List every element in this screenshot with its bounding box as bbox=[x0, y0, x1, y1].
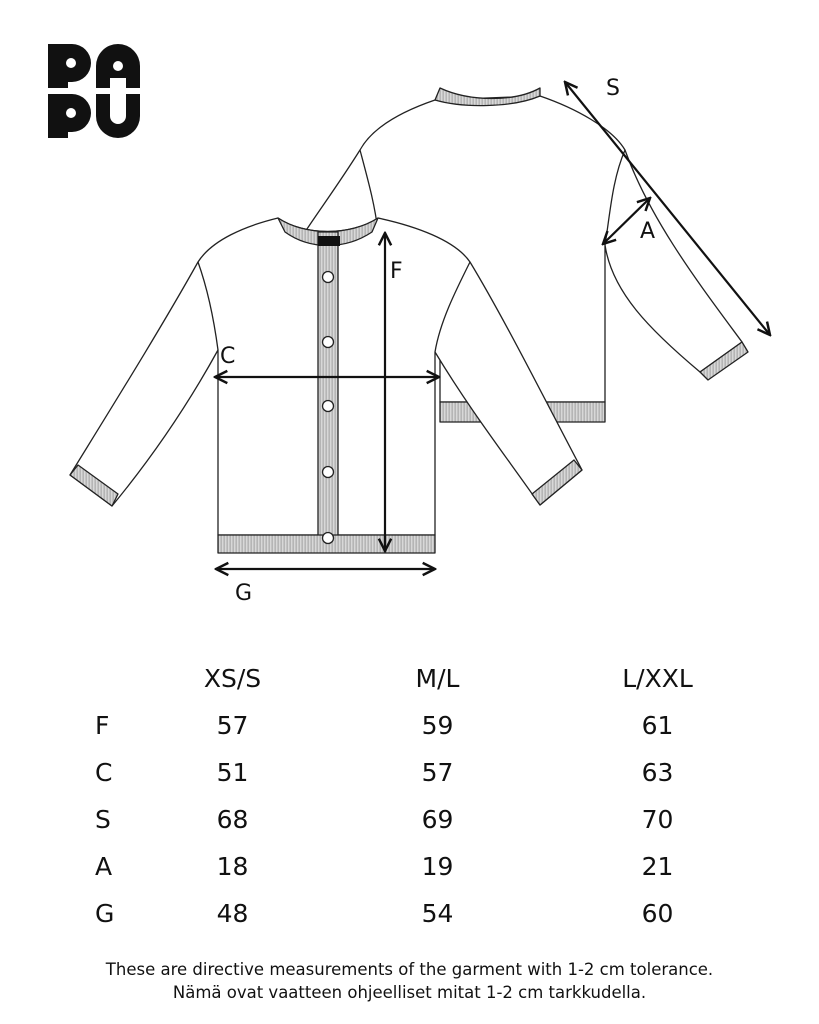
row-label: C bbox=[95, 758, 113, 787]
table-cell: 59 bbox=[421, 711, 454, 740]
dimension-a-label: A bbox=[640, 219, 656, 244]
table-cell: 51 bbox=[216, 758, 249, 787]
dimension-g-label: G bbox=[235, 581, 253, 606]
table-cell: 57 bbox=[216, 711, 249, 740]
note-finnish: Nämä ovat vaatteen ohjeelliset mitat 1-2 cm tarkkudella. bbox=[172, 983, 647, 1002]
table-cell: 54 bbox=[421, 899, 454, 928]
column-header: L/XXL bbox=[622, 664, 693, 693]
row-label: A bbox=[95, 852, 113, 881]
table-cell: 21 bbox=[641, 852, 674, 881]
dimension-c-label: C bbox=[220, 344, 236, 369]
table-cell: 70 bbox=[641, 805, 674, 834]
table-cell: 68 bbox=[216, 805, 249, 834]
row-label: G bbox=[95, 899, 115, 928]
table-cell: 61 bbox=[641, 711, 674, 740]
table-cell: 19 bbox=[421, 852, 454, 881]
table-cell: 69 bbox=[421, 805, 454, 834]
button bbox=[323, 401, 334, 412]
button bbox=[323, 533, 334, 544]
table-row bbox=[95, 796, 755, 843]
size-table bbox=[95, 655, 755, 937]
button bbox=[323, 467, 334, 478]
measurement-note bbox=[0, 958, 819, 1004]
row-label: S bbox=[95, 805, 111, 834]
neck-label bbox=[318, 236, 340, 246]
table-header-row bbox=[95, 655, 755, 702]
table-cell: 57 bbox=[421, 758, 454, 787]
button bbox=[323, 337, 334, 348]
column-header: M/L bbox=[415, 664, 460, 693]
table-row bbox=[95, 890, 755, 937]
dimension-f-label: F bbox=[390, 259, 403, 284]
table-cell: 18 bbox=[216, 852, 249, 881]
column-header: XS/S bbox=[203, 664, 262, 693]
table-row bbox=[95, 843, 755, 890]
note-english: These are directive measurements of the garment with 1-2 cm tolerance. bbox=[105, 960, 714, 979]
dimension-s-label: S bbox=[606, 76, 620, 101]
table-cell: 48 bbox=[216, 899, 249, 928]
table-cell: 60 bbox=[641, 899, 674, 928]
table-row bbox=[95, 749, 755, 796]
button bbox=[323, 272, 334, 283]
table-cell: 63 bbox=[641, 758, 674, 787]
table-row bbox=[95, 702, 755, 749]
table-corner bbox=[95, 655, 150, 702]
row-label: F bbox=[95, 711, 110, 740]
